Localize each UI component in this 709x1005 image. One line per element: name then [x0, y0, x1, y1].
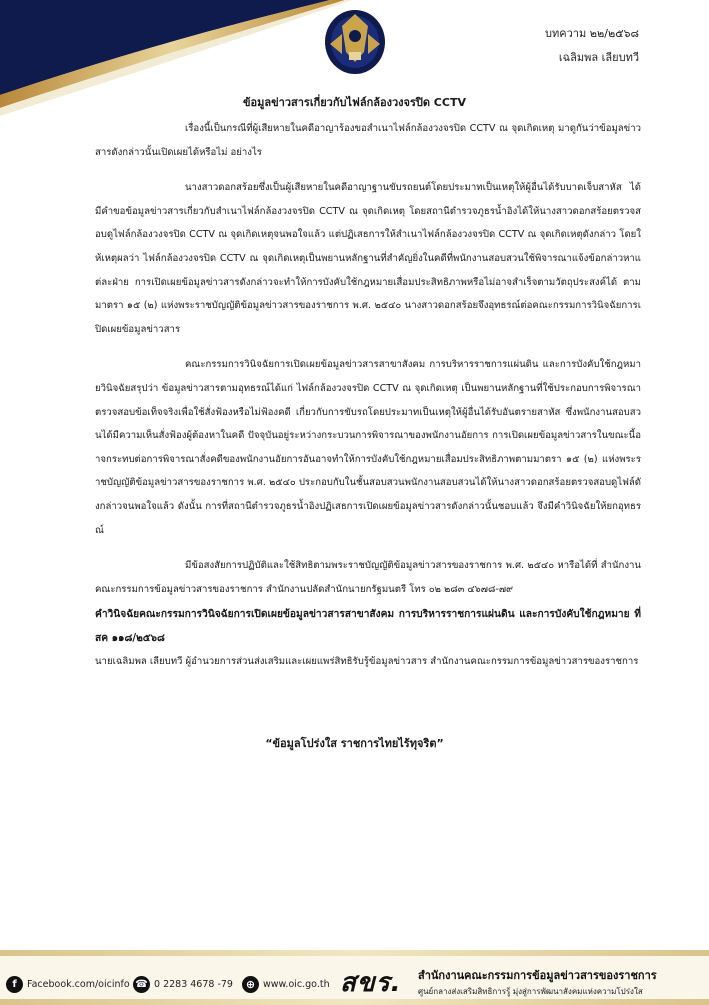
- website-link[interactable]: [242, 975, 330, 993]
- ruling-reference: คำวินิจฉัยคณะกรรมการวินิจฉัยการเปิดเผยข้อมูลข่าวสารสาขาสังคม การบริหารราชการแผ่นดิน และการบังคับใช้กฎหมาย ที่ สค ๑๑๘/๒๕๖๘: [95, 609, 641, 644]
- article-author: เฉลิมพล เลียบทวี: [558, 51, 639, 64]
- garuda-emblem-icon: [322, 4, 388, 76]
- website-text: www.oic.go.th: [263, 978, 330, 990]
- paragraph-intro: เรื่องนี้เป็นกรณีที่ผู้เสียหายในคดีอาญาร้องขอสำเนาไฟล์กล้องวงจรปิด CCTV ณ จุดเกิดเหตุ มาดูกันว่าข้อมูลข่าวสารดังกล่าวนั้นเปิดเผยได้หรือไม่ อย่างไร: [95, 123, 641, 158]
- facebook-text: Facebook.com/oicinfo: [27, 978, 130, 990]
- paragraph-facts: นางสาวดอกสร้อยซึ่งเป็นผู้เสียหายในคดีอาญาฐานขับรถยนต์โดยประมาทเป็นเหตุให้ผู้อื่นได้รับบาดเจ็บสาหัส ได้มีคำขอข้อมูลข่าวสารเกี่ยวกับสำเนาไฟล์กล้องวงจรปิด CCTV ณ จุดเกิดเหตุ โดยสถานีตำรวจภูธรน้ำอิงได้ให้นางสาวดอกสร้อยตรวจสอบดูไฟล์กล้องวงจรปิด CCTV ณ จุดเกิดเหตุจนพอใจแล้ว แต่ปฏิเสธการให้สำเนาไฟล์กล้องวงจรปิด CCTV ณ จุดเกิดเหตุดังกล่าว โดยให้เหตุผลว่า ไฟล์กล้องวงจรปิด CCTV ณ จุดเกิดเหตุเป็นพยานหลักฐานที่สำคัญยิ่งในคดีที่พนักงานสอบสวนใช้พิจารณาแจ้งข้อกล่าวหาแต่ละฝ่าย การเปิดเผยข้อมูลข่าวสารดังกล่าวจะทำให้การบังคับใช้กฎหมายเสื่อมประสิทธิภาพหรือไม่อาจสำเร็จตามวัตถุประสงค์ได้ ตามมาตรา ๑๕ (๒) แห่งพระราชบัญญัติข้อมูลข่าวสารของราชการ พ.ศ. ๒๕๔๐ นางสาวดอกสร้อยจึงอุทธรณ์ต่อคณะกรรมการวินิจฉัยการเปิดเผยข้อมูลข่าวสาร: [95, 182, 641, 335]
- slogan: “ข้อมูลโปร่งใส ราชการไทยไร้ทุจริต”: [265, 737, 444, 750]
- author-line: นายเฉลิมพล เลียบทวี ผู้อำนวยการส่วนส่งเสริมและเผยแพร่สิทธิรับรู้ข้อมูลข่าวสาร สำนักงานคณะกรรมการข้อมูลข่าวสารของราชการ: [95, 656, 639, 668]
- agency-tagline: ศูนย์กลางส่งเสริมสิทธิการรู้ มุ่งสู่การพัฒนาสังคมแห่งความโปร่งใส: [418, 987, 643, 996]
- agency-name: สำนักงานคณะกรรมการข้อมูลข่าวสารของราชการ: [418, 969, 657, 982]
- phone-icon: ☎: [133, 976, 150, 993]
- phone-text: 0 2283 4678 -79: [154, 978, 233, 990]
- phone-link[interactable]: [133, 975, 233, 993]
- document-body: [95, 117, 641, 674]
- facebook-icon: f: [6, 976, 23, 993]
- paragraph-ruling: คณะกรรมการวินิจฉัยการเปิดเผยข้อมูลข่าวสารสาขาสังคม การบริหารราชการแผ่นดิน และการบังคับใช้กฎหมายวินิจฉัยสรุปว่า ข้อมูลข่าวสารตามอุทธรณ์ได้แก่ ไฟล์กล้องวงจรปิด CCTV ณ จุดเกิดเหตุ เป็นพยานหลักฐานที่ใช้ประกอบการพิจารณาตรวจสอบข้อเท็จจริงเพื่อใช้สั่งฟ้องหรือไม่ฟ้องคดี เกี่ยวกับการขับรถโดยประมาทเป็นเหตุให้ผู้อื่นได้รับอันตรายสาหัส ซึ่งพนักงานสอบสวนได้มีความเห็นสั่งฟ้องผู้ต้องหาในคดี ปัจจุบันอยู่ระหว่างกระบวนการพิจารณาของพนักงานอัยการ การเปิดเผยข้อมูลข่าวสารในขณะนี้อาจกระทบต่อการพิจารณาสั่งคดีของพนักงานอัยการอันอาจทำให้การบังคับใช้กฎหมายเสื่อมประสิทธิภาพตามมาตรา ๑๕ (๒) แห่งพระราชบัญญัติข้อมูลข่าวสารของราชการ พ.ศ. ๒๕๔๐ ประกอบกับในชั้นสอบสวนพนักงานสอบสวนได้ให้นางสาวดอกสร้อยตรวจสอบดูไฟล์ดังกล่าวจนพอใจแล้ว ดังนั้น การที่สถานีตำรวจภูธรน้ำอิงปฏิเสธการเปิดเผยข้อมูลข่าวสารดังกล่าวนั้นชอบแล้ว จึงมีคำวินิจฉัยให้ยกอุทธรณ์: [95, 359, 641, 536]
- article-number: บทความ ๒๒/๒๕๖๘: [545, 27, 639, 40]
- document-title: ข้อมูลข่าวสารเกี่ยวกับไฟล์กล้องวงจรปิด CCTV: [243, 96, 466, 109]
- oic-logo: สขร.: [340, 968, 402, 998]
- globe-icon: ⊕: [242, 976, 259, 993]
- article-meta: [545, 22, 639, 70]
- paragraph-contact: มีข้อสงสัยการปฏิบัติและใช้สิทธิตามพระราชบัญญัติข้อมูลข่าวสารของราชการ พ.ศ. ๒๕๔๐ หารือได้ที่ สำนักงานคณะกรรมการข้อมูลข่าวสารของราชการ สำนักงานปลัดสำนักนายกรัฐมนตรี โทร ๐๒ ๒๘๓ ๔๖๗๘-๗๙: [95, 560, 641, 595]
- facebook-link[interactable]: [6, 975, 130, 993]
